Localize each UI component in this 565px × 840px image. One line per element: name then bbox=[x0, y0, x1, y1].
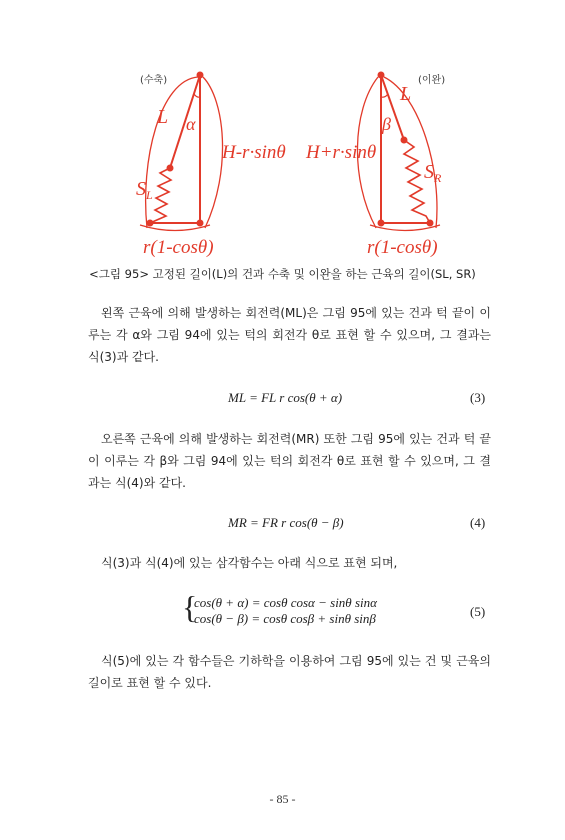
paragraph-1 bbox=[88, 302, 491, 368]
left-bottom-left-joint bbox=[147, 220, 154, 227]
right-tag: (이완) bbox=[418, 75, 446, 86]
paragraph-3 bbox=[88, 552, 491, 574]
right-height-label: H+r·sinθ bbox=[306, 142, 377, 163]
right-top-joint bbox=[378, 72, 385, 79]
equation-3-number: (3) bbox=[470, 390, 486, 405]
page-number: - 85 - bbox=[269, 792, 296, 806]
left-alpha-label: α bbox=[186, 114, 196, 134]
left-top-joint bbox=[197, 72, 204, 79]
equation-5-line-2: cos(θ − β) = cosθ cosβ + sinθ sinβ bbox=[194, 611, 376, 626]
left-height-label: H-r·sinθ bbox=[222, 142, 286, 163]
paragraph-3-text: 식(3)과 식(4)에 있는 삼각함수는 아래 식으로 표현 되며, bbox=[101, 556, 398, 570]
left-outer-arc-right bbox=[203, 77, 223, 228]
paragraph-2-text: 오른쪽 근육에 의해 발생하는 회전력(MR) 또한 그림 95에 있는 건과 턱 끝이 이루는 각 β와 그림 94에 있는 턱의 회전각 θ로 표현 할 수 있으며, 그 결과는 식(4)와 같다. bbox=[88, 432, 491, 490]
left-L-label: L bbox=[157, 106, 169, 128]
left-outer-arc-left bbox=[146, 77, 198, 228]
equation-5-line-1: cos(θ + α) = cosθ cosα − sinθ sinα bbox=[194, 595, 377, 610]
equation-5-number: (5) bbox=[470, 604, 486, 619]
left-tag: (수축) bbox=[140, 75, 168, 86]
paragraph-2 bbox=[88, 428, 491, 494]
figure-caption: <그림 95> 고정된 길이(L)의 건과 수축 및 이완을 하는 근육의 길이(SL, SR) bbox=[89, 267, 476, 281]
equation-4: MR = FR r cos(θ − β) bbox=[228, 515, 344, 530]
right-bottom-left-joint bbox=[378, 220, 385, 227]
left-bottom-right-joint bbox=[197, 220, 204, 227]
right-base-label: r(1-cosθ) bbox=[367, 237, 438, 258]
equation-3: ML = FL r cos(θ + α) bbox=[228, 390, 343, 405]
paragraph-1-text: 왼쪽 근육에 의해 발생하는 회전력(ML)은 그림 95에 있는 건과 턱 끝이 이루는 각 α와 그림 94에 있는 턱의 회전각 θ로 표현 할 수 있으며, 그 결과는 식(3)과 같다. bbox=[88, 306, 491, 364]
right-bottom-right-joint bbox=[427, 220, 434, 227]
equation-4-number: (4) bbox=[470, 515, 486, 530]
left-muscle-spring bbox=[150, 168, 171, 223]
right-beta-label: β bbox=[382, 114, 391, 134]
paragraph-4 bbox=[88, 650, 491, 694]
figure-95 bbox=[0, 0, 565, 270]
right-L-label: L bbox=[400, 83, 412, 105]
left-tendon-joint bbox=[167, 165, 174, 172]
left-S-label: $S_L$ bbox=[136, 178, 153, 202]
right-S-label: $S_R$ bbox=[424, 161, 442, 185]
right-tendon-joint bbox=[401, 137, 408, 144]
paragraph-4-text: 식(5)에 있는 각 함수들은 기하학을 이용하여 그림 95에 있는 건 및 근육의 길이로 표현 할 수 있다. bbox=[88, 654, 491, 690]
equation-5-brace: { bbox=[182, 589, 198, 625]
left-tendon-line bbox=[170, 75, 200, 168]
right-angle-arc bbox=[381, 94, 388, 97]
left-diagram bbox=[140, 75, 223, 231]
left-base-label: r(1-cosθ) bbox=[143, 237, 214, 258]
